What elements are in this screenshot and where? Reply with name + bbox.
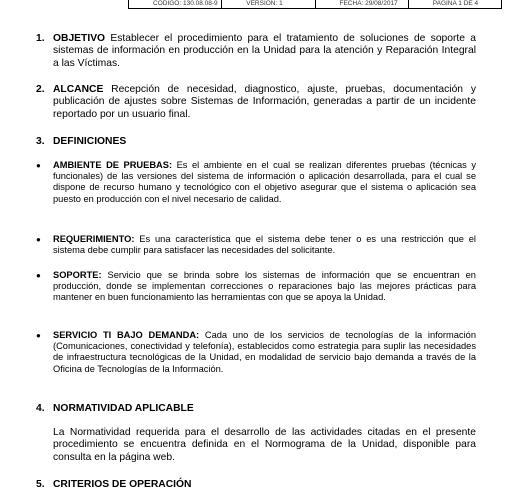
bullet-icon: ● [36, 331, 41, 340]
document-header-table [128, 0, 502, 9]
section-heading-definiciones: 3. DEFINICIONES [36, 136, 127, 147]
section-title: CRITERIOS DE OPERACIÓN [53, 479, 192, 490]
definition-term: SOPORTE: [53, 270, 102, 280]
bullet-icon: ● [36, 235, 41, 244]
header-codigo: CODIGO: 130.08.08-9 [129, 0, 222, 8]
section-text: Establecer el procedimiento para el tratamiento de soluciones de soporte a sistemas de información en producción en la Unidad para la atención y Reparación Integral a las Víctimas. [53, 33, 476, 69]
definition-item [36, 330, 476, 375]
header-fecha: FECHA: 29/08/2017 [316, 0, 409, 8]
section-text-normatividad: La Normatividad requerida para el desarrollo de las actividades citadas en el presente procedimiento se encuentra definida en el Normograma de la Unidad, disponible para consulta en la página web. [53, 427, 476, 463]
definition-item [36, 160, 476, 205]
header-version: VERSION: 1 [222, 0, 315, 8]
section-title: OBJETIVO [53, 33, 106, 44]
definition-text: Cada uno de los servicios de tecnologías de la información (Comunicaciones, conectividad y telefonía), establecidos como estrategia para suplir las necesidades de infraestructura tecnológicas de la Unidad, en modalidad de servicio bajo demanda a través de la Oficina de Tecnologías de la Información. [53, 330, 476, 374]
definition-term: REQUERIMIENTO: [53, 234, 135, 244]
section-objetivo [36, 33, 476, 70]
section-text: Recepción de necesidad, diagnostico, ajuste, pruebas, documentación y publicación de ajustes sobre Sistemas de Información, generadas a partir de un incidente reportado por un usuario final. [53, 84, 476, 120]
bullet-icon: ● [36, 271, 41, 280]
section-number: 1. [36, 33, 45, 44]
definition-term: SERVICIO TI BAJO DEMANDA: [53, 330, 200, 340]
definition-item [36, 270, 476, 304]
definition-text: Es una característica que el sistema debe tener o es una restricción que el sistema debe cumplir para satisfacer las necesidades del solicitante. [53, 234, 477, 256]
section-title: DEFINICIONES [53, 136, 127, 147]
definition-item [36, 234, 476, 256]
definition-text: Servicio que se brinda sobre los sistemas de información que se encuentran en producción, donde se implementan correcciones o reparaciones bajo las mejores prácticas para mantener en buen funcionamiento las herramientas con que se apoya la Unidad. [53, 270, 476, 303]
bullet-icon: ● [36, 161, 41, 170]
section-heading-criterios: 5. CRITERIOS DE OPERACIÓN [36, 479, 192, 490]
header-pagina: PAGINA 1 DE 4 [432, 0, 479, 7]
definition-term: AMBIENTE DE PRUEBAS: [53, 160, 173, 170]
section-alcance [36, 84, 476, 121]
section-title: NORMATIVIDAD APLICABLE [53, 403, 194, 414]
section-title: ALCANCE [53, 84, 104, 95]
definition-text: Es el ambiente en el cual se realizan diferentes pruebas (técnicas y funcionales) de las versiones del sistema de información o aplicación desarrollada, para el cual se dispone de recurso humano y tecnológico con el objetivo asegurar que el sistema o aplicación sea puesto en producción con el nivel necesario de calidad. [53, 160, 476, 204]
section-heading-normatividad: 4. NORMATIVIDAD APLICABLE [36, 403, 194, 414]
section-number: 2. [36, 84, 45, 95]
